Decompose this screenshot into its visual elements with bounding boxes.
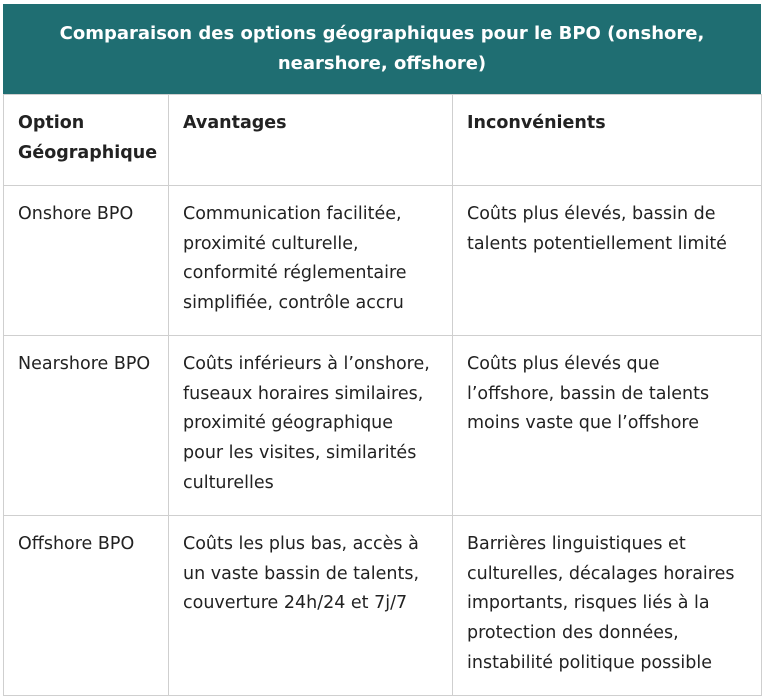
cell-disadvantages: Barrières linguistiques et culturelles, décalages horaires importants, risques liés à la protection des données, instabilité politique possible xyxy=(453,516,762,696)
comparison-table-container xyxy=(3,4,761,696)
table-title: Comparaison des options géographiques pour le BPO (onshore, nearshore, offshore) xyxy=(3,4,761,94)
cell-option: Offshore BPO xyxy=(4,516,169,696)
table-row xyxy=(4,186,762,336)
cell-advantages: Coûts les plus bas, accès à un vaste bassin de talents, couverture 24h/24 et 7j/7 xyxy=(169,516,453,696)
cell-disadvantages: Coûts plus élevés que l’offshore, bassin de talents moins vaste que l’offshore xyxy=(453,336,762,516)
comparison-table xyxy=(3,94,762,696)
header-option: Option Géographique xyxy=(4,95,169,186)
header-advantages: Avantages xyxy=(169,95,453,186)
table-row xyxy=(4,336,762,516)
header-row xyxy=(4,95,762,186)
header-disadvantages: Inconvénients xyxy=(453,95,762,186)
cell-advantages: Coûts inférieurs à l’onshore, fuseaux horaires similaires, proximité géographique pour les visites, similarités culturelles xyxy=(169,336,453,516)
cell-advantages: Communication facilitée, proximité culturelle, conformité réglementaire simplifiée, contrôle accru xyxy=(169,186,453,336)
table-row xyxy=(4,516,762,696)
cell-option: Nearshore BPO xyxy=(4,336,169,516)
cell-disadvantages: Coûts plus élevés, bassin de talents potentiellement limité xyxy=(453,186,762,336)
cell-option: Onshore BPO xyxy=(4,186,169,336)
